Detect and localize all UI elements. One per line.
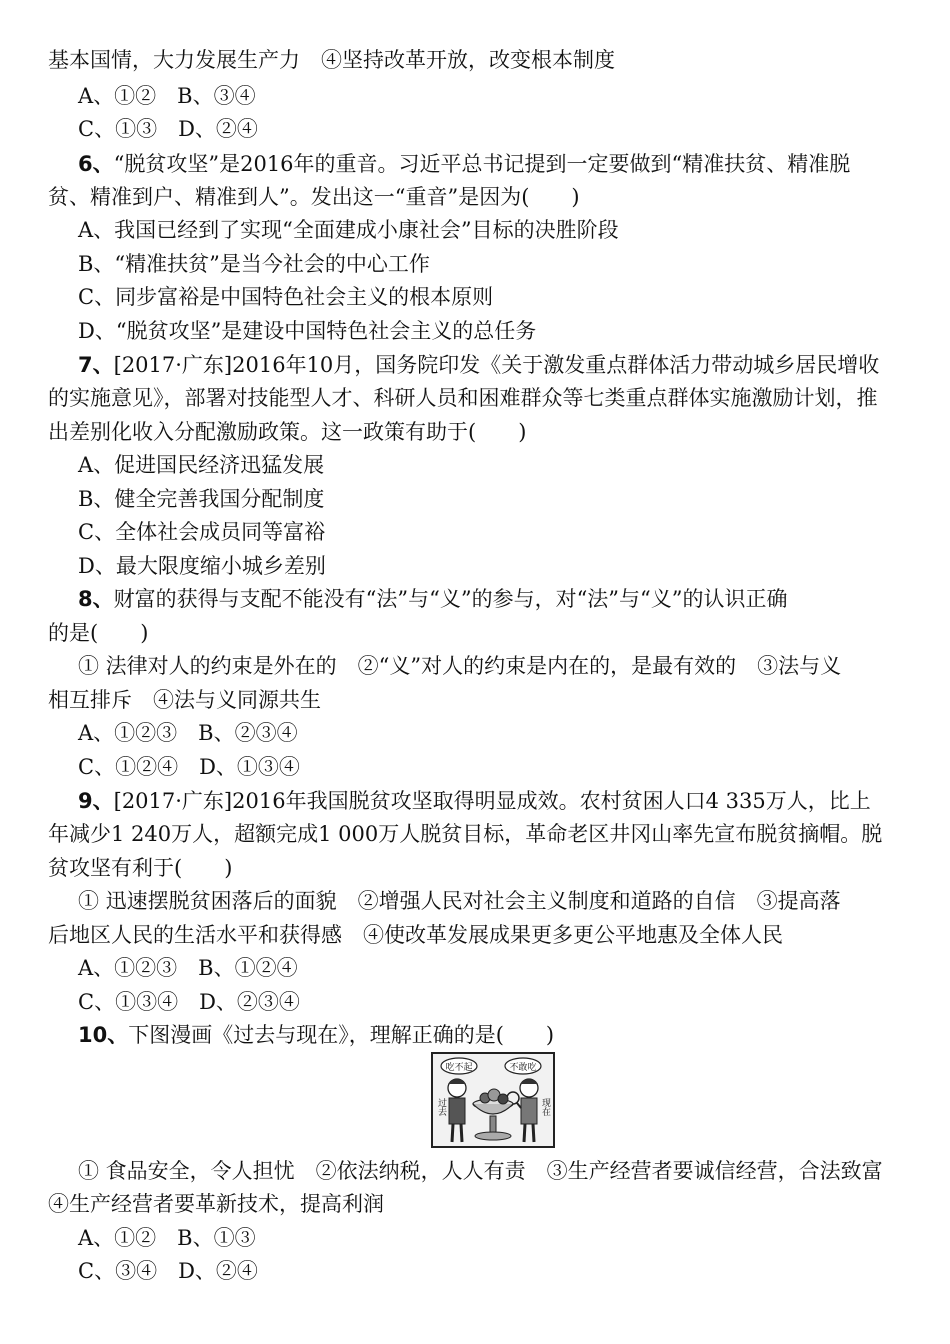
person-left-body (449, 1098, 465, 1124)
label-past: 过去 (436, 1098, 446, 1116)
q5-options-cd: C、①③ D、②④ (78, 117, 258, 141)
q6-option-a: A、我国已经到了实现“全面建成小康社会”目标的决胜阶段 (78, 218, 619, 242)
q9-statements-line1: ① 迅速摆脱贫困落后的面貌 ②增强人民对社会主义制度和道路的自信 ③提高落 (78, 889, 841, 913)
q7-option-b: B、健全完善我国分配制度 (78, 487, 325, 511)
bubble-left-text: 吃不起 (445, 1063, 473, 1073)
q8-statements-line2: 相互排斥 ④法与义同源共生 (48, 688, 321, 712)
q5-options-ab: A、①② B、③④ (78, 84, 256, 108)
q9-options-cd: C、①③④ D、②③④ (78, 990, 300, 1014)
q9-stem-line3: 贫攻坚有利于( ) (48, 856, 233, 880)
q10-options-ab: A、①② B、①③ (78, 1226, 256, 1250)
question-number: 6、 (78, 152, 114, 176)
q10-options-cd: C、③④ D、②④ (78, 1259, 258, 1283)
q8-statements-line1: ① 法律对人的约束是外在的 ②“义”对人的约束是内在的，是最有效的 ③法与义 (78, 654, 842, 678)
question-number: 8、 (78, 587, 114, 611)
cartoon-drawing (433, 1054, 553, 1146)
q10-statements-line2: ④生产经营者要革新技术，提高利润 (48, 1192, 384, 1216)
q7-stem-line2: 的实施意见》，部署对技能型人才、科研人员和困难群众等七类重点群体实施激励计划，推 (48, 386, 878, 410)
q6-option-b: B、“精准扶贫”是当今社会的中心工作 (78, 252, 430, 276)
question-number: 10、 (78, 1023, 129, 1047)
q7-option-c: C、全体社会成员同等富裕 (78, 520, 326, 544)
cartoon-past-and-present (431, 1052, 555, 1148)
q7-stem-line3: 出差别化收入分配激励政策。这一政策有助于( ) (48, 420, 527, 444)
q8-options-ab: A、①②③ B、②③④ (78, 721, 298, 745)
q7-option-a: A、促进国民经济迅猛发展 (78, 453, 325, 477)
q8-stem-line2: 的是( ) (48, 621, 149, 645)
q6-stem-line1: 6、“脱贫攻坚”是2016年的重音。习近平总书记提到一定要做到“精准扶贫、精准脱 (78, 152, 851, 176)
person-right-body (521, 1098, 537, 1124)
q6-option-c: C、同步富裕是中国特色社会主义的根本原则 (78, 285, 494, 309)
q9-statements-line2: 后地区人民的生活水平和获得感 ④使改革发展成果更多更公平地惠及全体人民 (48, 923, 783, 947)
label-present: 现在 (540, 1098, 550, 1116)
question-number: 7、 (78, 353, 114, 377)
q9-stem-line2: 年减少1 240万人，超额完成1 000万人脱贫目标，革命老区井冈山率先宣布脱贫摘帽。脱 (48, 822, 883, 846)
q6-option-d: D、“脱贫攻坚”是建设中国特色社会主义的总任务 (78, 319, 537, 343)
q10-statements-line1: ① 食品安全，令人担忧 ②依法纳税，人人有责 ③生产经营者要诚信经营，合法致富 (78, 1159, 883, 1183)
q7-option-d: D、最大限度缩小城乡差别 (78, 554, 326, 578)
q10-stem: 10、下图漫画《过去与现在》，理解正确的是( ) (78, 1023, 555, 1047)
question-number: 9、 (78, 789, 114, 813)
table-stand (490, 1116, 496, 1134)
q6-stem-line2: 贫、精准到户、精准到人”。发出这一“重音”是因为( ) (48, 185, 580, 209)
q9-options-ab: A、①②③ B、①②④ (78, 956, 298, 980)
bubble-right-text: 不敢吃 (509, 1063, 537, 1073)
table-base (475, 1132, 511, 1140)
q8-stem-line1: 8、财富的获得与支配不能没有“法”与“义”的参与，对“法”与“义”的认识正确 (78, 587, 788, 611)
q5-continuation: 基本国情，大力发展生产力 ④坚持改革开放，改变根本制度 (48, 48, 615, 72)
q9-stem-line1: 9、[2017·广东]2016年我国脱贫攻坚取得明显成效。农村贫困人口4 335万人，比上 (78, 789, 871, 813)
q7-stem-line1: 7、[2017·广东]2016年10月，国务院印发《关于激发重点群体活力带动城乡居民增收 (78, 353, 880, 377)
q8-options-cd: C、①②④ D、①③④ (78, 755, 300, 779)
